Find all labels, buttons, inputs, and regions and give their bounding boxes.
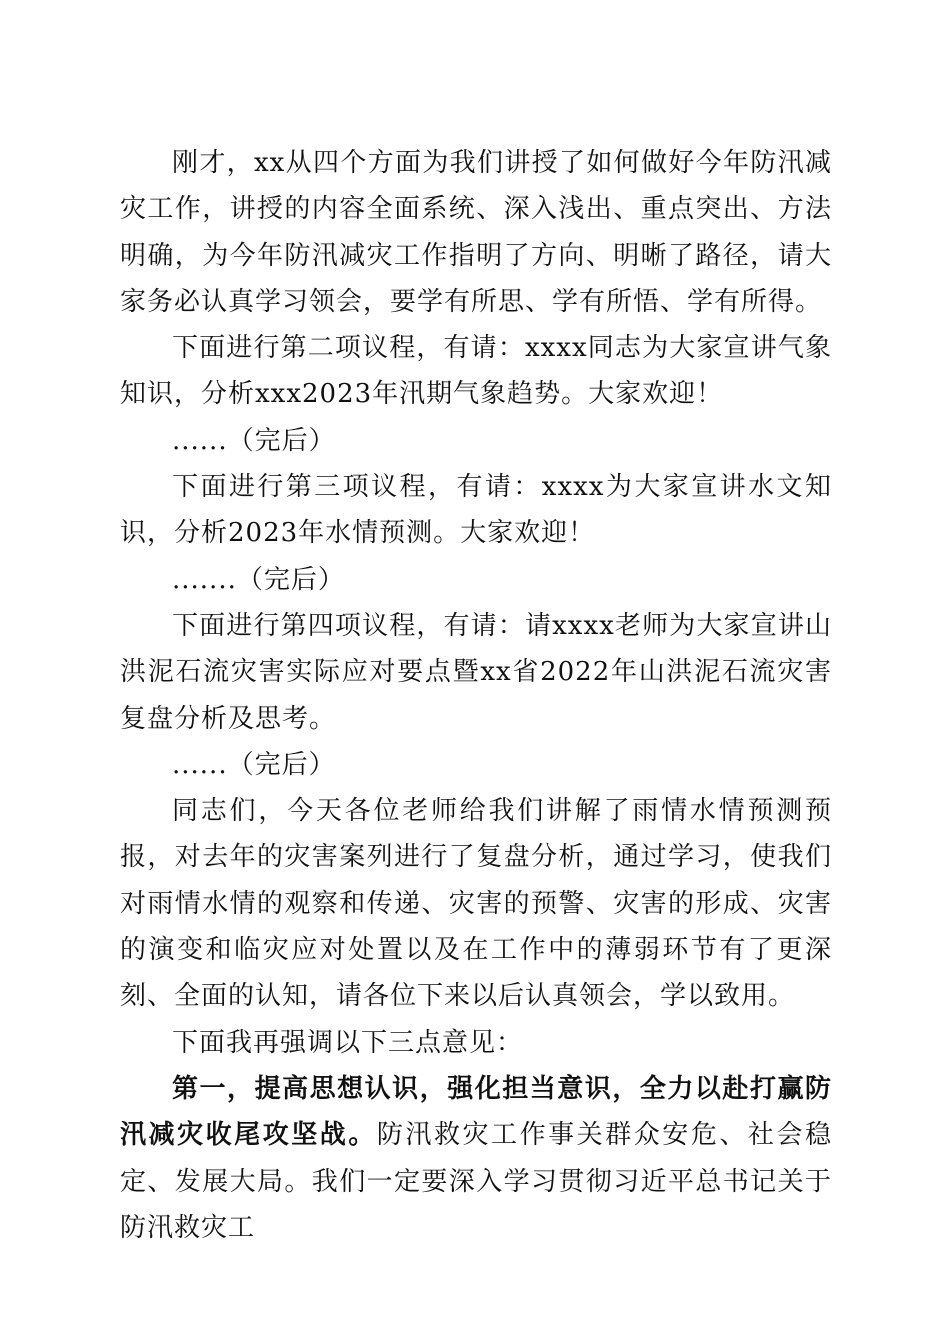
paragraph-agenda-item-four: 下面进行第四项议程，有请：请xxxx老师为大家宣讲山洪泥石流灾害实际应对要点暨xx省2022年山洪泥石流灾害复盘分析及思考。 — [120, 610, 832, 734]
document-body — [120, 140, 832, 1251]
point-one-body: 防汛救灾工作事关群众安危、社会稳定、发展大局。我们一定要深入学习贯彻习近平总书记关于防汛救灾工 — [120, 1120, 832, 1243]
paragraph-opening-remarks: 刚才，xx从四个方面为我们讲授了如何做好今年防汛减灾工作，讲授的内容全面系统、深入浅出、重点突出、方法明确，为今年防汛减灾工作指明了方向、明晰了路径，请大家务必认真学习领会，要学有所思、学有所悟、学有所得。 — [120, 148, 832, 317]
paragraph-agenda-item-three: 下面进行第三项议程，有请：xxxx为大家宣讲水文知识，分析2023年水情预测。大家欢迎！ — [120, 472, 832, 549]
paragraph-after-two: ......（完后） — [172, 425, 336, 456]
paragraph-point-one — [120, 1066, 832, 1251]
paragraph-three-points-intro: 下面我再强调以下三点意见： — [172, 1027, 524, 1058]
paragraph-after-three: .......（完后） — [172, 564, 345, 595]
paragraph-summary: 同志们，今天各位老师给我们讲解了雨情水情预测预报，对去年的灾害案列进行了复盘分析，通过学习，使我们对雨情水情的观察和传递、灾害的预警、灾害的形成、灾害的演变和临灾应对处置以及在工作中的薄弱环节有了更深刻、全面的认知，请各位下来以后认真领会，学以致用。 — [120, 796, 832, 1012]
paragraph-after-four: ......（完后） — [172, 749, 336, 780]
point-one-heading: 第一，提高思想认识，强化担当意识，全力以赴打赢防汛减灾收尾攻坚战。 — [120, 1073, 832, 1151]
paragraph-agenda-item-two: 下面进行第二项议程，有请：xxxx同志为大家宣讲气象知识，分析xxx2023年汛期气象趋势。大家欢迎！ — [120, 333, 832, 410]
